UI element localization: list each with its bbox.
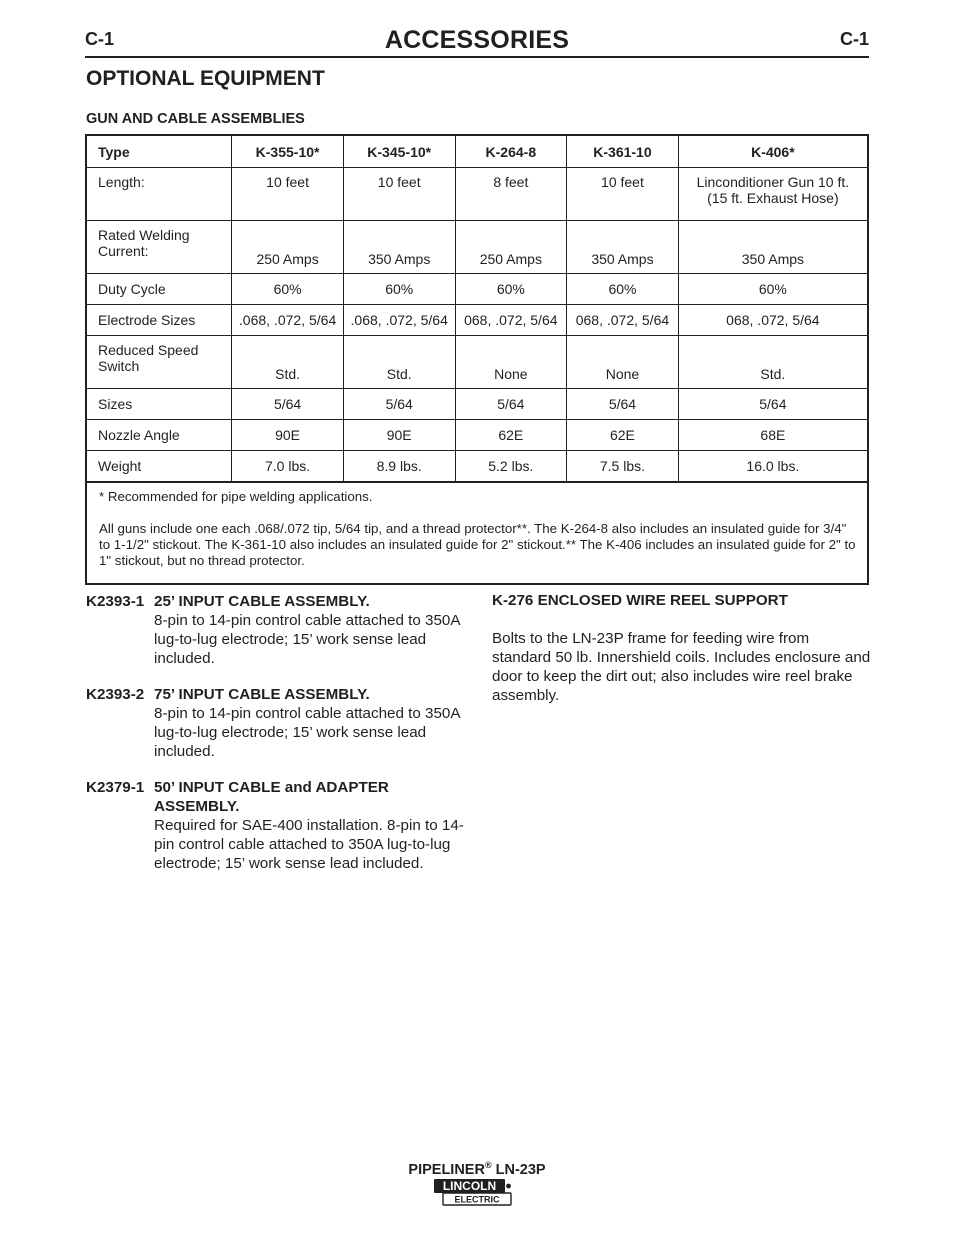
page-code-left: C-1	[85, 29, 115, 49]
table-header-cell: K-264-8	[455, 135, 567, 168]
table-cell: 60%	[678, 274, 868, 305]
table-row	[86, 168, 868, 221]
logo-text-top: LINCOLN	[442, 1179, 497, 1193]
table-cell: 5/64	[678, 389, 868, 420]
table-cell: .068, .072, 5/64	[343, 305, 455, 336]
table-cell: 60%	[455, 274, 567, 305]
table-row	[86, 305, 868, 336]
table-cell: 5/64	[455, 389, 567, 420]
table-cell: 60%	[232, 274, 344, 305]
table-cell: 350 Amps	[343, 221, 455, 274]
accessory-title: 75’ INPUT CABLE ASSEMBLY.	[154, 686, 370, 703]
table-row	[86, 221, 868, 274]
table-cell: 5/64	[343, 389, 455, 420]
subsection-title: GUN AND CABLE ASSEMBLIES	[86, 111, 305, 127]
table-cell: 068, .072, 5/64	[455, 305, 567, 336]
page-footer	[0, 1160, 954, 1178]
table-header-cell: K-361-10	[567, 135, 679, 168]
table-header-cell: Type	[86, 135, 232, 168]
row-label: Weight	[86, 451, 232, 483]
table-notes	[86, 482, 868, 584]
accessory-item	[86, 685, 476, 761]
accessory-description: Required for SAE-400 installation. 8-pin to 14-pin control cable attached to 350A lug-to-lug electrode; 15’ work sense lead included.	[154, 817, 464, 872]
table-cell: 350 Amps	[567, 221, 679, 274]
table-cell: 5/64	[567, 389, 679, 420]
table-cell: 068, .072, 5/64	[678, 305, 868, 336]
accessory-code: K2393-1	[86, 593, 145, 610]
table-row	[86, 336, 868, 389]
model-number: LN-23P	[495, 1161, 546, 1178]
row-label: Electrode Sizes	[86, 305, 232, 336]
table-cell: 68E	[678, 420, 868, 451]
accessory-description: 8-pin to 14-pin control cable attached to 350A lug-to-lug electrode; 15’ work sense lead included.	[154, 612, 460, 667]
table-cell: 10 feet	[567, 168, 679, 221]
table-cell: 60%	[343, 274, 455, 305]
row-label: Sizes	[86, 389, 232, 420]
note-recommended: * Recommended for pipe welding applications.	[99, 489, 373, 504]
accessory-item	[86, 592, 476, 668]
table-header-cell: K-406*	[678, 135, 868, 168]
wire-reel-support	[492, 591, 872, 705]
table-cell: 10 feet	[232, 168, 344, 221]
model-name: PIPELINER	[408, 1161, 485, 1178]
table-header-cell: K-345-10*	[343, 135, 455, 168]
table-cell: None	[567, 336, 679, 389]
header-divider	[85, 56, 869, 58]
row-label: Length:	[86, 168, 232, 221]
gun-cable-table	[85, 134, 869, 585]
row-label: Reduced Speed Switch	[86, 336, 232, 389]
table-cell: 250 Amps	[232, 221, 344, 274]
table-cell: 350 Amps	[678, 221, 868, 274]
table-cell: None	[455, 336, 567, 389]
accessory-code: K2393-2	[86, 686, 145, 703]
table-cell: 5.2 lbs.	[455, 451, 567, 483]
table-cell: 10 feet	[343, 168, 455, 221]
table-cell: .068, .072, 5/64	[232, 305, 344, 336]
table-cell: 62E	[567, 420, 679, 451]
table-cell: 5/64	[232, 389, 344, 420]
table-row	[86, 451, 868, 483]
wire-reel-title: K-276 ENCLOSED WIRE REEL SUPPORT	[492, 592, 788, 609]
accessory-title: 25’ INPUT CABLE ASSEMBLY.	[154, 593, 370, 610]
table-cell: 250 Amps	[455, 221, 567, 274]
page-code-right: C-1	[839, 29, 869, 49]
table-cell: 60%	[567, 274, 679, 305]
table-cell: Std.	[343, 336, 455, 389]
table-cell: 16.0 lbs.	[678, 451, 868, 483]
registered-mark: ®	[484, 1160, 492, 1170]
accessory-description: 8-pin to 14-pin control cable attached to 350A lug-to-lug electrode; 15’ work sense lead included.	[154, 705, 460, 760]
table-cell: 068, .072, 5/64	[567, 305, 679, 336]
table-row	[86, 389, 868, 420]
accessory-title: 50’ INPUT CABLE and ADAPTER ASSEMBLY.	[154, 779, 389, 815]
section-title: OPTIONAL EQUIPMENT	[86, 67, 325, 90]
table-cell: 8.9 lbs.	[343, 451, 455, 483]
input-cable-list	[86, 592, 476, 890]
table-cell: Linconditioner Gun 10 ft. (15 ft. Exhaust Hose)	[678, 168, 868, 221]
accessory-item	[86, 778, 476, 873]
table-cell: 7.0 lbs.	[232, 451, 344, 483]
table-cell: 8 feet	[455, 168, 567, 221]
accessory-code: K2379-1	[86, 779, 145, 796]
page-title: ACCESSORIES	[384, 26, 570, 54]
table-row	[86, 274, 868, 305]
logo-text-bottom: ELECTRIC	[454, 1194, 500, 1205]
row-label: Duty Cycle	[86, 274, 232, 305]
table-cell: 62E	[455, 420, 567, 451]
wire-reel-description: Bolts to the LN-23P frame for feeding wire from standard 50 lb. Innershield coils. Includes enclosure and door to keep the dirt out; also includes wire reel brake assembly.	[492, 630, 871, 704]
table-cell: 7.5 lbs.	[567, 451, 679, 483]
page-header	[85, 24, 869, 58]
table-row	[86, 420, 868, 451]
lincoln-electric-logo	[433, 1178, 513, 1208]
table-cell: 90E	[343, 420, 455, 451]
row-label: Rated Welding Current:	[86, 221, 232, 274]
table-cell: Std.	[232, 336, 344, 389]
table-notes-row	[86, 482, 868, 584]
note-all-guns: All guns include one each .068/.072 tip, 5/64 tip, and a thread protector**. The K-264-8 also includes an insulated guide for 3/4" to 1-1/2" stickout. The K-361-10 also includes an insulated guide for 2" stickout.** The K-406 includes an insulated guide for 2" to 1" stickout, but no thread protector.	[99, 521, 856, 568]
table-header-cell: K-355-10*	[232, 135, 344, 168]
table-cell: 90E	[232, 420, 344, 451]
footer-model	[0, 1160, 954, 1178]
table-cell: Std.	[678, 336, 868, 389]
row-label: Nozzle Angle	[86, 420, 232, 451]
table-header-row	[86, 135, 868, 168]
